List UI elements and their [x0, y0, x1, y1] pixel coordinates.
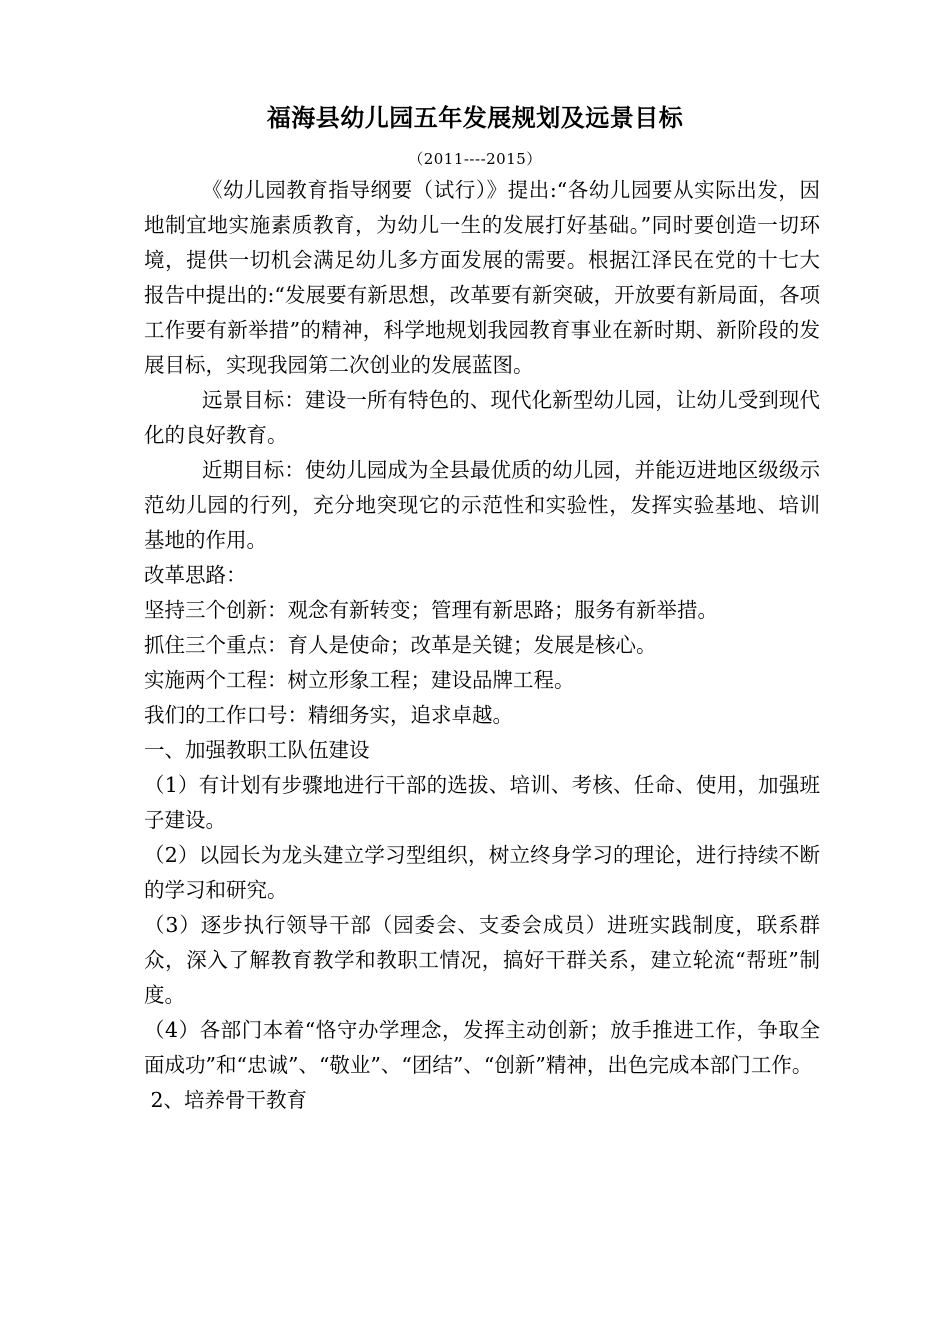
list-item: （1）有计划有步骤地进行干部的选拔、培训、考核、任命、使用，加强班子建设。 — [144, 773, 820, 832]
document-subtitle: （2011----2015） — [408, 150, 542, 168]
section-heading-staff: 一、加强教职工队伍建设 — [144, 738, 370, 762]
list-item: （3）逐步执行领导干部（园委会、支委会成员）进班实践制度，联系群众，深入了解教育教学和教职工情况，搞好干群关系，建立轮流“帮班”制度。 — [144, 913, 820, 1007]
list-item: （4）各部门本着“恪守办学理念，发挥主动创新；放手推进工作，争取全面成功”和“忠诚”、“敬业”、“团结”、“创新”精神，出色完成本部门工作。 — [144, 1018, 820, 1077]
reform-ideas-heading: 改革思路： — [144, 563, 247, 587]
reform-line-focus: 抓住三个重点：育人是使命；改革是关键；发展是核心。 — [144, 633, 657, 657]
section-heading-backbone: 2、培养骨干教育 — [144, 1088, 308, 1112]
reform-line-projects: 实施两个工程：树立形象工程；建设品牌工程。 — [144, 668, 575, 692]
reform-line-innovation: 坚持三个创新：观念有新转变；管理有新思路；服务有新举措。 — [144, 598, 718, 622]
short-term-goal-paragraph: 近期目标：使幼儿园成为全县最优质的幼儿园，并能迈进地区级级示范幼儿园的行列，充分地突现它的示范性和实验性，发挥实验基地、培训基地的作用。 — [144, 458, 820, 552]
intro-paragraph: 《幼儿园教育指导纲要（试行）》提出:“各幼儿园要从实际出发，因地制宜地实施素质教育，为幼儿一生的发展打好基础。”同时要创造一切环境，提供一切机会满足幼儿多方面发展的需要。根据江泽民在党的十七大报告中提出的:“发展要有新思想，改革要有新突破，开放要有新局面，各项工作要有新举措”的精神，科学地规划我园教育事业在新时期、新阶段的发展目标，实现我园第二次创业的发展蓝图。 — [144, 178, 820, 377]
long-term-goal-paragraph: 远景目标：建设一所有特色的、现代化新型幼儿园，让幼儿受到现代化的良好教育。 — [144, 388, 820, 447]
document-title: 福海县幼儿园五年发展规划及远景目标 — [266, 104, 684, 132]
list-item: （2）以园长为龙头建立学习型组织，树立终身学习的理论，进行持续不断的学习和研究。 — [144, 843, 820, 902]
work-slogan: 我们的工作口号：精细务实，追求卓越。 — [144, 703, 513, 727]
document-body — [144, 173, 820, 1118]
